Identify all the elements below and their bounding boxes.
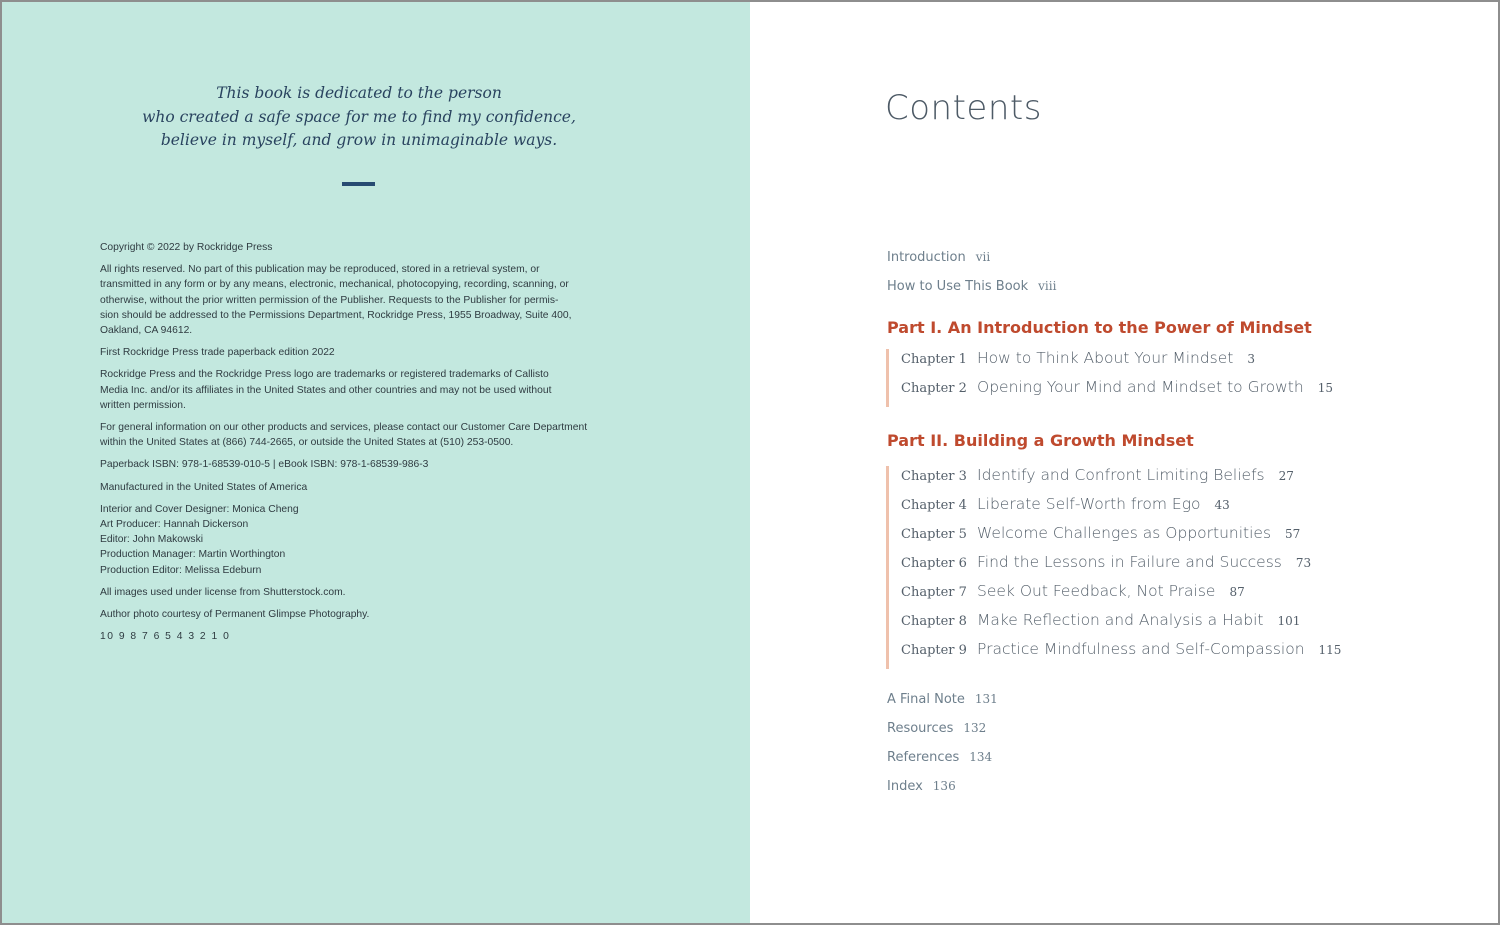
toc-chapter-5[interactable] [889, 524, 1341, 553]
rights-paragraph [100, 262, 625, 338]
toc-chapter-7[interactable] [889, 582, 1341, 611]
chapter-number: Chapter 2 [901, 381, 967, 396]
credit-line: Production Manager: Martin Worthington [100, 549, 286, 561]
rights-line: otherwise, without the prior written permission of the Publisher. Requests to the Publisher for permis- [100, 294, 559, 306]
trademark-line: written permission. [100, 399, 186, 411]
trademark-line: Media Inc. and/or its affiliates in the United States and other countries and may not be used without [100, 384, 552, 396]
part-1-title[interactable]: Part I. An Introduction to the Power of Mindset [887, 318, 1312, 337]
trademark-line: Rockridge Press and the Rockridge Press logo are trademarks or registered trademarks of Callisto [100, 369, 549, 381]
chapter-number: Chapter 4 [901, 498, 967, 513]
dedication-line: This book is dedicated to the person [216, 84, 502, 102]
toc-chapter-9[interactable] [889, 640, 1341, 669]
chapter-page: 43 [1214, 498, 1230, 512]
toc-entry-page: 132 [963, 721, 987, 735]
toc-entry-references[interactable] [887, 750, 992, 765]
chapter-title: Identify and Confront Limiting Beliefs [977, 466, 1265, 484]
trademark-paragraph [100, 367, 625, 413]
chapter-title: Seek Out Feedback, Not Praise [977, 582, 1216, 600]
toc-chapter-4[interactable] [889, 495, 1341, 524]
chapter-page: 27 [1278, 469, 1294, 483]
part-2-title[interactable]: Part II. Building a Growth Mindset [887, 431, 1194, 450]
chapter-page: 73 [1295, 556, 1312, 570]
toc-entry-resources[interactable] [887, 721, 986, 736]
manufactured-line: Manufactured in the United States of America [100, 481, 308, 493]
chapter-number: Chapter 8 [901, 614, 967, 629]
toc-entry-how-to-use[interactable] [887, 279, 1056, 294]
chapter-page: 3 [1247, 352, 1255, 366]
edition-statement: First Rockridge Press trade paperback edition 2022 [100, 347, 335, 359]
chapter-page: 87 [1229, 585, 1245, 599]
credits-paragraph [100, 502, 625, 578]
toc-chapter-6[interactable] [889, 553, 1341, 582]
rights-line: Oakland, CA 94612. [100, 325, 193, 337]
toc-chapter-1[interactable] [889, 349, 1333, 378]
chapter-number: Chapter 5 [901, 527, 967, 542]
toc-chapter-3[interactable] [889, 466, 1341, 495]
rights-line: transmitted in any form or by any means, electronic, mechanical, photocopying, recording, scanning, or [100, 279, 569, 291]
credit-line: Production Editor: Melissa Edeburn [100, 564, 262, 576]
chapter-title: Make Reflection and Analysis a Habit [977, 611, 1264, 629]
toc-entry-final-note[interactable] [887, 692, 998, 707]
toc-entry-page: 134 [969, 750, 993, 764]
toc-entry-title: A Final Note [887, 692, 965, 707]
chapter-title: Welcome Challenges as Opportunities [977, 524, 1272, 542]
toc-entry-page: viii [1038, 279, 1057, 293]
toc-entry-index[interactable] [887, 779, 956, 794]
chapter-number: Chapter 9 [901, 643, 967, 658]
page-title: Contents [885, 88, 1042, 128]
copyright-page [2, 2, 750, 923]
chapter-page: 15 [1317, 381, 1333, 395]
rights-line: sion should be addressed to the Permissions Department, Rockridge Press, 1955 Broadway, Suite 400, [100, 309, 572, 321]
toc-entry-page: 131 [974, 692, 998, 706]
chapter-page: 101 [1277, 614, 1301, 628]
part-1-chapters [886, 349, 1333, 407]
rights-line: All rights reserved. No part of this publication may be reproduced, stored in a retrieval system, or [100, 264, 540, 276]
chapter-page: 57 [1285, 527, 1301, 541]
copyright-block [100, 240, 625, 651]
credit-line: Editor: John Makowski [100, 534, 204, 546]
chapter-number: Chapter 1 [901, 352, 967, 367]
contact-paragraph [100, 420, 625, 450]
credit-line: Interior and Cover Designer: Monica Cheng [100, 503, 299, 515]
toc-entry-introduction[interactable] [887, 250, 990, 265]
chapter-number: Chapter 3 [901, 469, 967, 484]
toc-chapter-8[interactable] [889, 611, 1341, 640]
chapter-title: How to Think About Your Mindset [977, 349, 1234, 367]
chapter-title: Opening Your Mind and Mindset to Growth [977, 378, 1304, 396]
toc-entry-title: Resources [887, 721, 954, 736]
dedication-line: who created a safe space for me to find my confidence, [142, 107, 576, 126]
chapter-number: Chapter 7 [901, 585, 967, 600]
toc-entry-title: References [887, 750, 960, 765]
dedication-line: believe in myself, and grow in unimaginable ways. [160, 131, 558, 149]
contact-line: within the United States at (866) 744-2665, or outside the United States at (510) 253-0500. [100, 437, 514, 449]
contents-page [750, 2, 1496, 923]
chapter-title: Practice Mindfulness and Self-Compassion [977, 640, 1305, 658]
printing-line: 10 9 8 7 6 5 4 3 2 1 0 [100, 631, 231, 643]
toc-entry-page: vii [975, 250, 991, 264]
chapter-page: 115 [1318, 643, 1342, 657]
toc-entry-title: Index [887, 779, 923, 794]
images-license-line: All images used under license from Shutterstock.com. [100, 586, 346, 598]
toc-entry-title: How to Use This Book [887, 279, 1029, 294]
part-2-chapters [886, 466, 1341, 669]
dedication [2, 82, 716, 153]
toc-entry-title: Introduction [887, 250, 966, 265]
decorative-rule [342, 182, 375, 186]
isbn-line: Paperback ISBN: 978-1-68539-010-5 | eBook ISBN: 978-1-68539-986-3 [100, 459, 429, 471]
chapter-title: Find the Lessons in Failure and Success [977, 553, 1282, 571]
credit-line: Art Producer: Hannah Dickerson [100, 519, 249, 531]
author-photo-line: Author photo courtesy of Permanent Glimpse Photography. [100, 609, 370, 621]
toc-entry-page: 136 [932, 779, 956, 793]
chapter-title: Liberate Self-Worth from Ego [977, 495, 1201, 513]
copyright-notice: Copyright © 2022 by Rockridge Press [100, 242, 273, 253]
contact-line: For general information on our other products and services, please contact our Customer Care Department [100, 422, 588, 434]
toc-chapter-2[interactable] [889, 378, 1333, 407]
chapter-number: Chapter 6 [901, 556, 967, 571]
